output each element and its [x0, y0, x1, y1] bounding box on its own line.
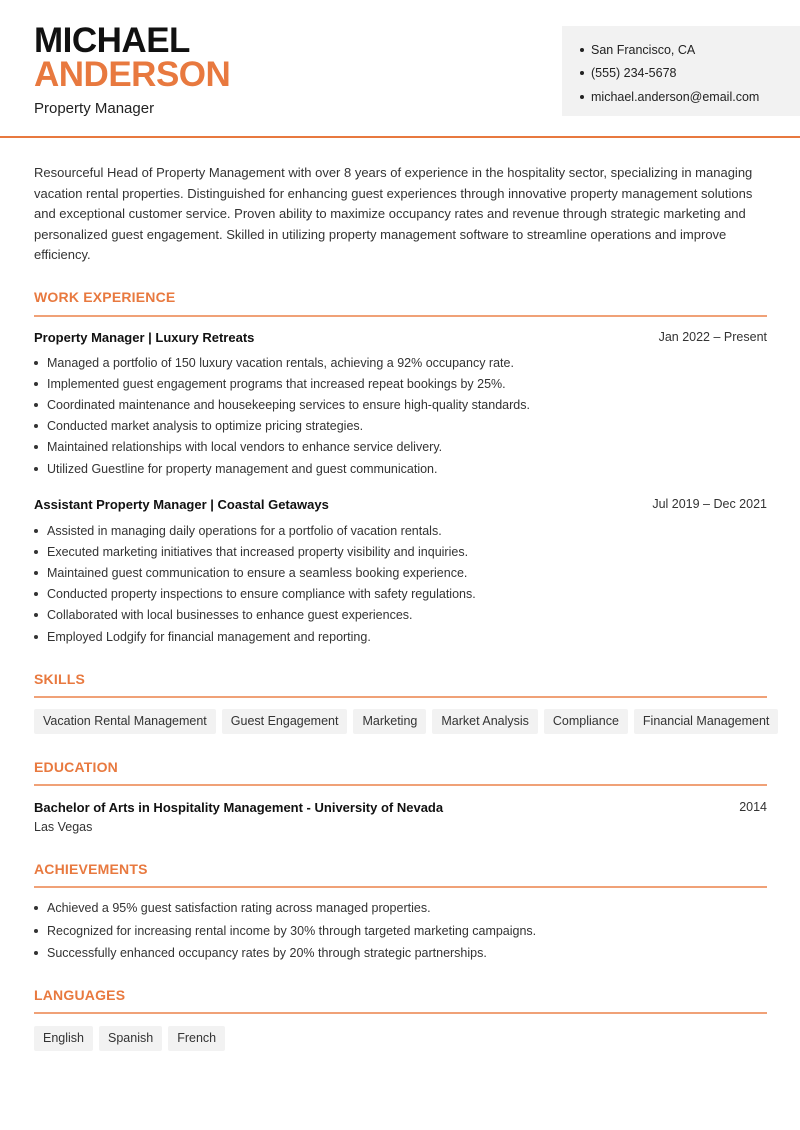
bullet-icon [34, 571, 38, 575]
bullet-icon [34, 361, 38, 365]
job-dates: Jul 2019 – Dec 2021 [652, 497, 767, 511]
section-title-skills: SKILLS [34, 671, 85, 687]
list-item-text: Maintained relationships with local vendors to enhance service delivery. [47, 440, 443, 455]
skills-list [34, 709, 778, 734]
bullet-icon [580, 71, 584, 75]
section-title-education: EDUCATION [34, 759, 118, 775]
list-item-text: Assisted in managing daily operations for a portfolio of vacation rentals. [47, 523, 442, 538]
bullet-icon [34, 929, 38, 933]
bullet-icon [34, 951, 38, 955]
list-item-text: Conducted property inspections to ensure compliance with safety regulations. [47, 587, 476, 602]
list-item-text: Achieved a 95% guest satisfaction rating across managed properties. [47, 901, 431, 916]
skill-tag: Financial Management [634, 709, 778, 734]
job-header [34, 497, 767, 512]
bullet-icon [34, 445, 38, 449]
bullet-icon [34, 550, 38, 554]
resume-header [0, 0, 800, 138]
contact-email-text[interactable]: michael.anderson@email.com [591, 89, 760, 104]
skill-tag: Vacation Rental Management [34, 709, 216, 734]
education-year: 2014 [739, 800, 767, 814]
contact-email[interactable] [580, 85, 800, 109]
section-divider [34, 784, 767, 786]
skill-tag: Guest Engagement [222, 709, 348, 734]
job-role: Assistant Property Manager | Coastal Getaways [34, 497, 329, 512]
list-item [34, 373, 767, 394]
bullet-icon [34, 424, 38, 428]
skill-tag: Market Analysis [432, 709, 538, 734]
contact-phone [580, 62, 800, 86]
list-item [34, 416, 767, 437]
list-item-text: Employed Lodgify for financial management and reporting. [47, 629, 371, 644]
bullet-icon [34, 906, 38, 910]
achievements-list [34, 897, 767, 965]
professional-summary: Resourceful Head of Property Management with over 8 years of experience in the hospitality sector, specializing in managing vacation rental properties. Distinguished for enhancing guest experiences through innovative property management solutions and exceptional customer service. Proven ability to maximize occupancy rates and revenue through strategic marketing and personalized guest engagement. Skilled in utilizing property management software to streamline operations and improve efficiency. [34, 165, 753, 262]
list-item-text: Maintained guest communication to ensure a seamless booking experience. [47, 565, 468, 580]
job-title: Property Manager [34, 100, 155, 117]
list-item [34, 605, 767, 626]
list-item [34, 520, 767, 541]
language-tag: English [34, 1026, 93, 1051]
list-item [34, 562, 767, 583]
list-item-text: Executed marketing initiatives that increased property visibility and inquiries. [47, 544, 469, 559]
contact-phone-text: (555) 234-5678 [591, 66, 677, 81]
list-item [34, 584, 767, 605]
list-item-text: Implemented guest engagement programs that increased repeat bookings by 25%. [47, 376, 506, 391]
list-item [34, 352, 767, 373]
contact-location-text: San Francisco, CA [591, 42, 696, 57]
list-item [34, 394, 767, 415]
bullet-icon [34, 467, 38, 471]
first-name: MICHAEL [34, 21, 190, 60]
contact-location [580, 38, 800, 62]
section-title-languages: LANGUAGES [34, 987, 126, 1003]
bullet-icon [34, 529, 38, 533]
bullet-icon [580, 48, 584, 52]
skill-tag: Marketing [353, 709, 426, 734]
section-title-work: WORK EXPERIENCE [34, 289, 176, 305]
list-item [34, 626, 767, 647]
bullet-icon [34, 592, 38, 596]
list-item-text: Coordinated maintenance and housekeeping services to ensure high-quality standards. [47, 397, 530, 412]
bullet-icon [580, 95, 584, 99]
job-bullets [34, 520, 767, 647]
list-item [34, 942, 767, 965]
job-bullets [34, 352, 767, 479]
list-item-text: Collaborated with local businesses to enhance guest experiences. [47, 608, 413, 623]
bullet-icon [34, 635, 38, 639]
section-title-achievements: ACHIEVEMENTS [34, 861, 148, 877]
job-dates: Jan 2022 – Present [658, 330, 767, 344]
skill-tag: Compliance [544, 709, 628, 734]
section-divider [34, 315, 767, 317]
education-degree: Bachelor of Arts in Hospitality Management - University of Nevada [34, 800, 444, 815]
job-role: Property Manager | Luxury Retreats [34, 330, 255, 345]
language-tag: French [168, 1026, 225, 1051]
bullet-icon [34, 382, 38, 386]
education-header [34, 800, 767, 815]
education-location: Las Vegas [34, 820, 93, 834]
list-item-text: Conducted market analysis to optimize pricing strategies. [47, 419, 364, 434]
section-divider [34, 886, 767, 888]
section-divider [34, 1012, 767, 1014]
list-item-text: Utilized Guestline for property management and guest communication. [47, 461, 438, 476]
list-item [34, 541, 767, 562]
bullet-icon [34, 403, 38, 407]
contact-box [562, 26, 800, 116]
languages-list [34, 1026, 225, 1051]
list-item [34, 458, 767, 479]
job-header [34, 330, 767, 345]
language-tag: Spanish [99, 1026, 162, 1051]
last-name: ANDERSON [34, 55, 231, 94]
list-item-text: Managed a portfolio of 150 luxury vacation rentals, achieving a 92% occupancy rate. [47, 355, 514, 370]
list-item [34, 920, 767, 943]
list-item [34, 897, 767, 920]
list-item-text: Successfully enhanced occupancy rates by 20% through strategic partnerships. [47, 946, 487, 961]
list-item-text: Recognized for increasing rental income by 30% through targeted marketing campaigns. [47, 923, 537, 938]
bullet-icon [34, 613, 38, 617]
section-divider [34, 696, 767, 698]
list-item [34, 437, 767, 458]
